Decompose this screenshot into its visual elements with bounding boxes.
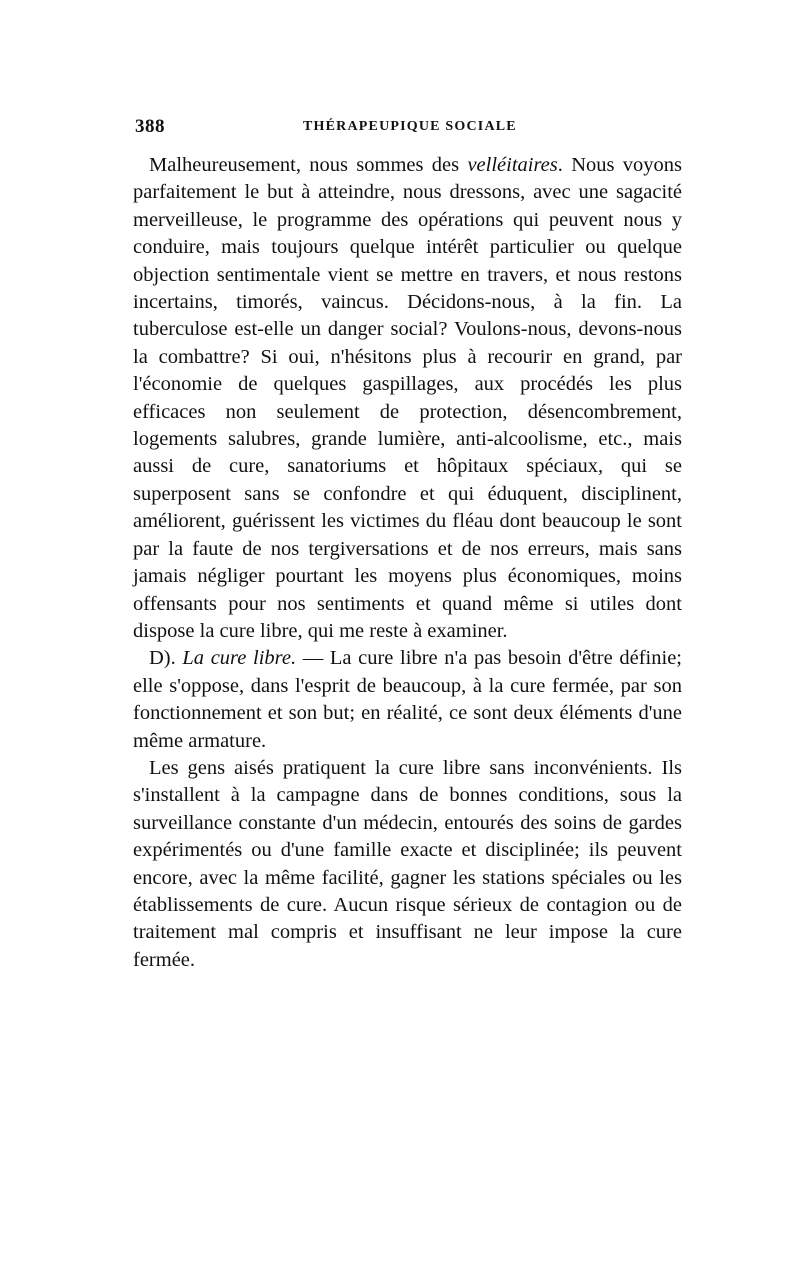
- italic-term: velléitaires: [467, 154, 558, 176]
- paragraph-text: — La cure libre n'a pas besoin d'être définie; elle s'oppose, dans l'esprit de beaucoup, à la cure fermée, par son fonctionnement et son but; en réalité, ce sont deux éléments d'une même armature.: [133, 647, 682, 752]
- paragraph-cure-libre: [133, 645, 682, 755]
- section-label: D).: [149, 647, 183, 670]
- running-title: THÉRAPEUPIQUE SOCIALE: [303, 119, 517, 134]
- page-number: 388: [135, 116, 165, 137]
- paragraph-velleitaires: [133, 152, 682, 645]
- page-header: [135, 116, 680, 144]
- paragraph-gens-aises: [133, 755, 682, 974]
- body-text: [133, 152, 682, 974]
- paragraph-text: Les gens aisés pratiquent la cure libre sans inconvénients. Ils s'installent à la campagne dans de bonnes conditions, sous la surveillance constante d'un médecin, entourés des soins de gardes expérimentés ou d'une famille exacte et disciplinée; ils peuvent encore, avec la même facilité, gagner les stations spéciales ou les établissements de cure. Aucun risque sérieux de contagion ou de traitement mal compris et insuffisant ne leur impose la cure fermée.: [133, 756, 682, 971]
- paragraph-text: . Nous voyons parfaitement le but à atteindre, nous dressons, avec une sagacité merveilleuse, le programme des opérations qui peuvent nous y conduire, mais toujours quelque intérêt particulier ou quelque objection sentimentale vient se mettre en travers, et nous restons incertains, timorés, vaincus. Décidons-nous, à la fin. La tuberculose est-elle un danger social? Voulons-nous, devons-nous la combattre? Si oui, n'hésitons plus à recourir en grand, par l'économie de quelques gaspillages, aux procédés les plus efficaces non seulement de protection, désencombrement, logements salubres, grande lumière, anti-alcoolisme, etc., mais aussi de cure, sanatoriums et hôpitaux spéciaux, qui se superposent sans se confondre et qui éduquent, disciplinent, améliorent, guérissent les victimes du fléau dont beaucoup le sont par la faute de nos tergiversations et de nos erreurs, mais sans jamais négliger pourtant les moyens plus économiques, moins offensants pour nos sentiments et quand même si utiles dont dispose la cure libre, qui me reste à examiner.: [133, 154, 682, 642]
- paragraph-text: Malheureusement, nous sommes des: [149, 154, 468, 176]
- section-title: La cure libre.: [182, 647, 297, 670]
